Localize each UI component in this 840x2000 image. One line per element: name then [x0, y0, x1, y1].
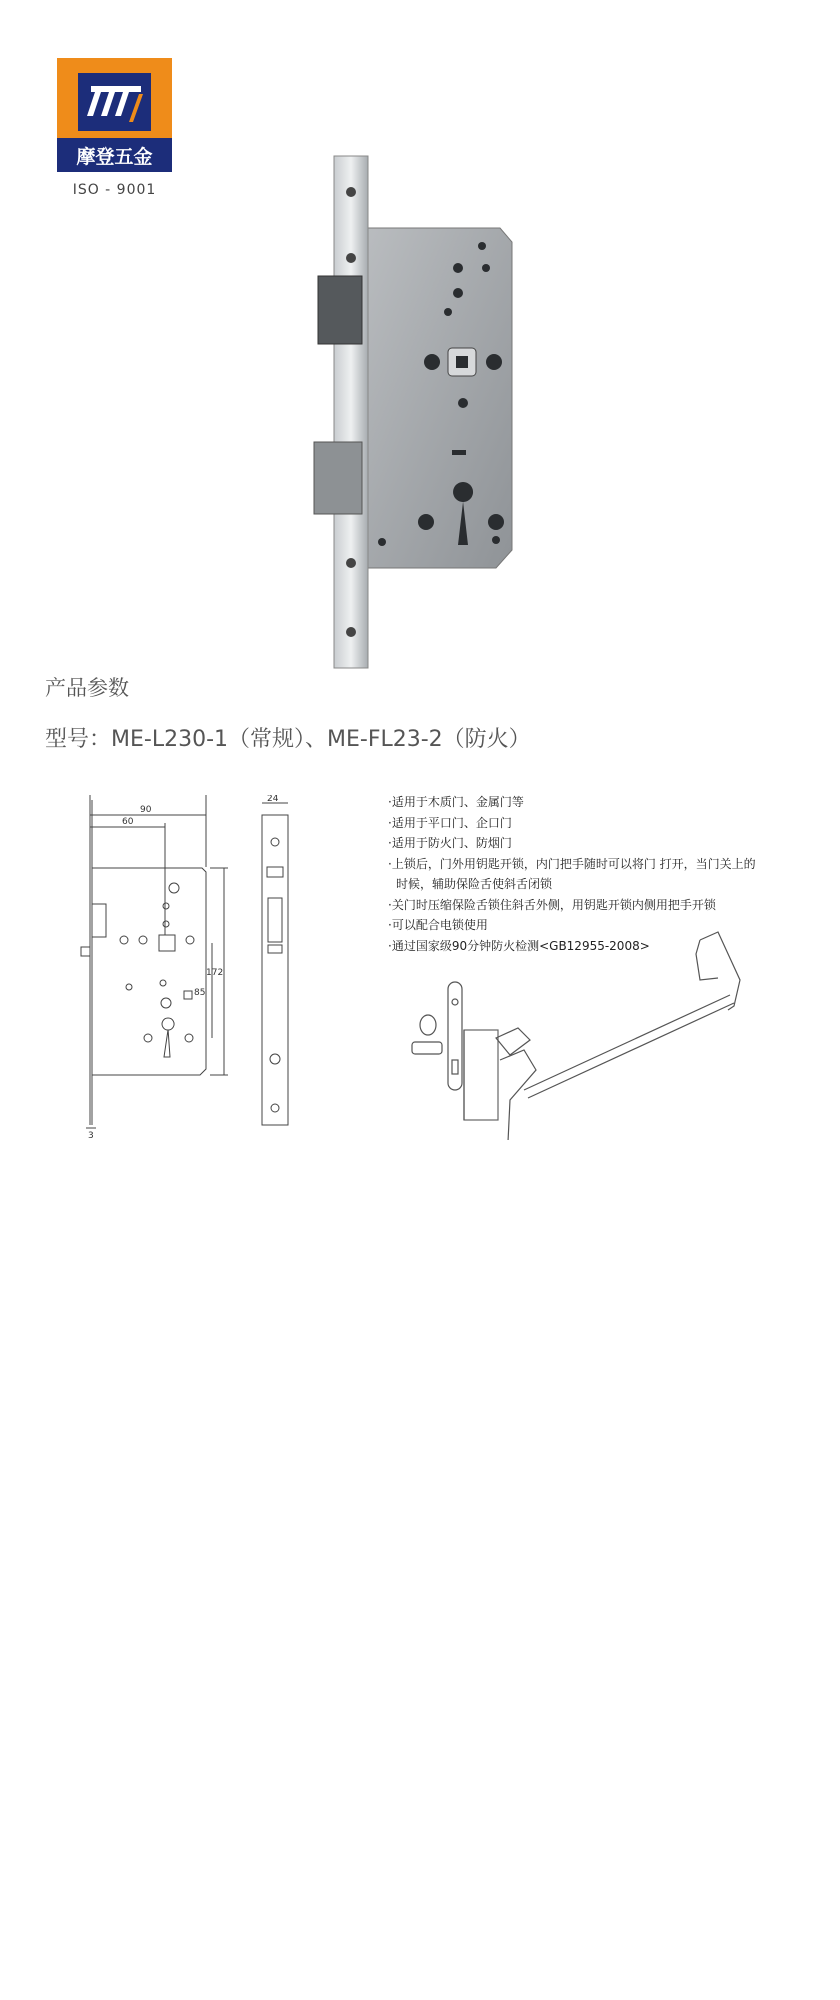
section-title: 产品参数 [45, 676, 129, 700]
feature-item: ·关门时压缩保险舌锁住斜舌外侧，用钥匙开锁内侧用把手开锁 [388, 897, 716, 912]
feature-item: ·通过国家级90分钟防火检测<GB12955-2008> [388, 938, 650, 953]
feature-item: ·适用于平口门、企口门 [388, 815, 512, 830]
feature-item: ·可以配合电锁使用 [388, 918, 488, 932]
dim-width-total: 90 [140, 805, 152, 815]
dim-height-total: 172 [206, 968, 224, 978]
feature-item: ·上锁后，门外用钥匙开锁，内门把手随时可以将门 打开，当门关上的 [388, 856, 756, 871]
iso-certification: ISO - 9001 [72, 182, 157, 198]
dim-faceplate-width: 24 [267, 795, 279, 804]
panic-bar-illustration [400, 920, 745, 1140]
model-number: 型号：ME-L230-1（常规）、ME-FL23-2（防火） [45, 727, 531, 752]
dim-faceplate-thickness: 3 [88, 1131, 94, 1140]
mortise-lock-photo [300, 150, 540, 675]
brand-logo [57, 58, 172, 172]
feature-item-continuation: 时候，辅助保险舌使斜舌闭锁 [396, 877, 553, 891]
feature-item: ·适用于防火门、防烟门 [388, 836, 512, 850]
dim-width-backset: 60 [122, 817, 134, 827]
dim-center-distance: 85 [194, 988, 206, 998]
technical-drawing [70, 795, 300, 1140]
brand-name-text: 摩登五金 [76, 146, 153, 168]
feature-item: ·适用于木质门、金属门等 [388, 795, 524, 809]
